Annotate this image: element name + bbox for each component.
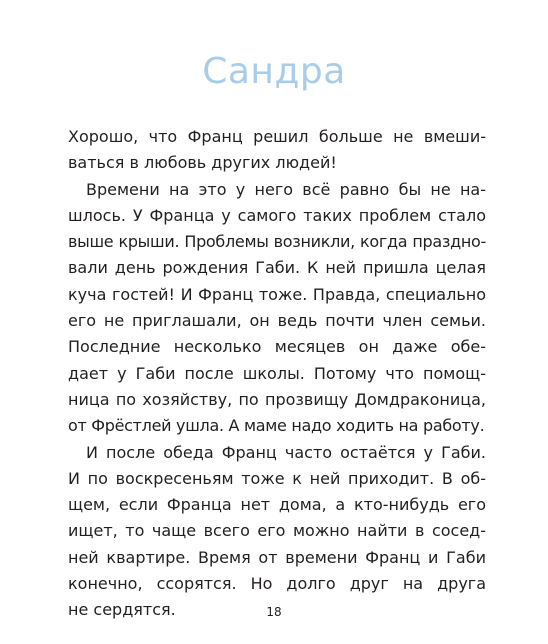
page-number: 18 [266,605,282,619]
text-line: от Фрёстлей ушла. А маме надо ходить на работу. [68,416,485,436]
text-line: ней квартире. Время от времени Франц и Габи [68,547,486,567]
text-line: ищет, то чаще всего его можно найти в сосед- [68,521,486,541]
text-line: Времени на это у него всё равно бы не на- [86,179,486,199]
body-text [68,124,486,624]
text-line: не сердятся. [68,600,176,620]
text-line: куча гостей! И Франц тоже. Правда, специально [68,284,486,304]
text-line: вали день рождения Габи. К ней пришла целая [68,258,486,278]
text-line: И после обеда Франц часто остаётся у Габи. [86,442,486,462]
text-line: ница по хозяйству, по прозвищу Домдраконица, [68,389,486,409]
text-line: щем, если Франца нет дома, а кто-нибудь его [68,495,486,515]
text-line: дает у Габи после школы. Потому что помощ- [68,363,486,383]
text-line: выше крыши. Проблемы возникли, когда праздно- [68,232,486,252]
text-line: конечно, ссорятся. Но долго друг на друга [68,574,486,594]
chapter-title: Сандра [202,51,346,92]
text-line: шлось. У Франца у самого таких проблем стало [68,205,486,225]
text-line: ваться в любовь других людей! [68,153,337,173]
text-line: Последние несколько месяцев он даже обе- [68,337,486,357]
text-line: И по воскресеньям тоже к ней приходит. В об- [68,468,486,488]
text-line: его не приглашали, он ведь почти член семьи. [68,311,486,331]
text-line: Хорошо, что Франц решил больше не вмеши- [68,127,486,146]
